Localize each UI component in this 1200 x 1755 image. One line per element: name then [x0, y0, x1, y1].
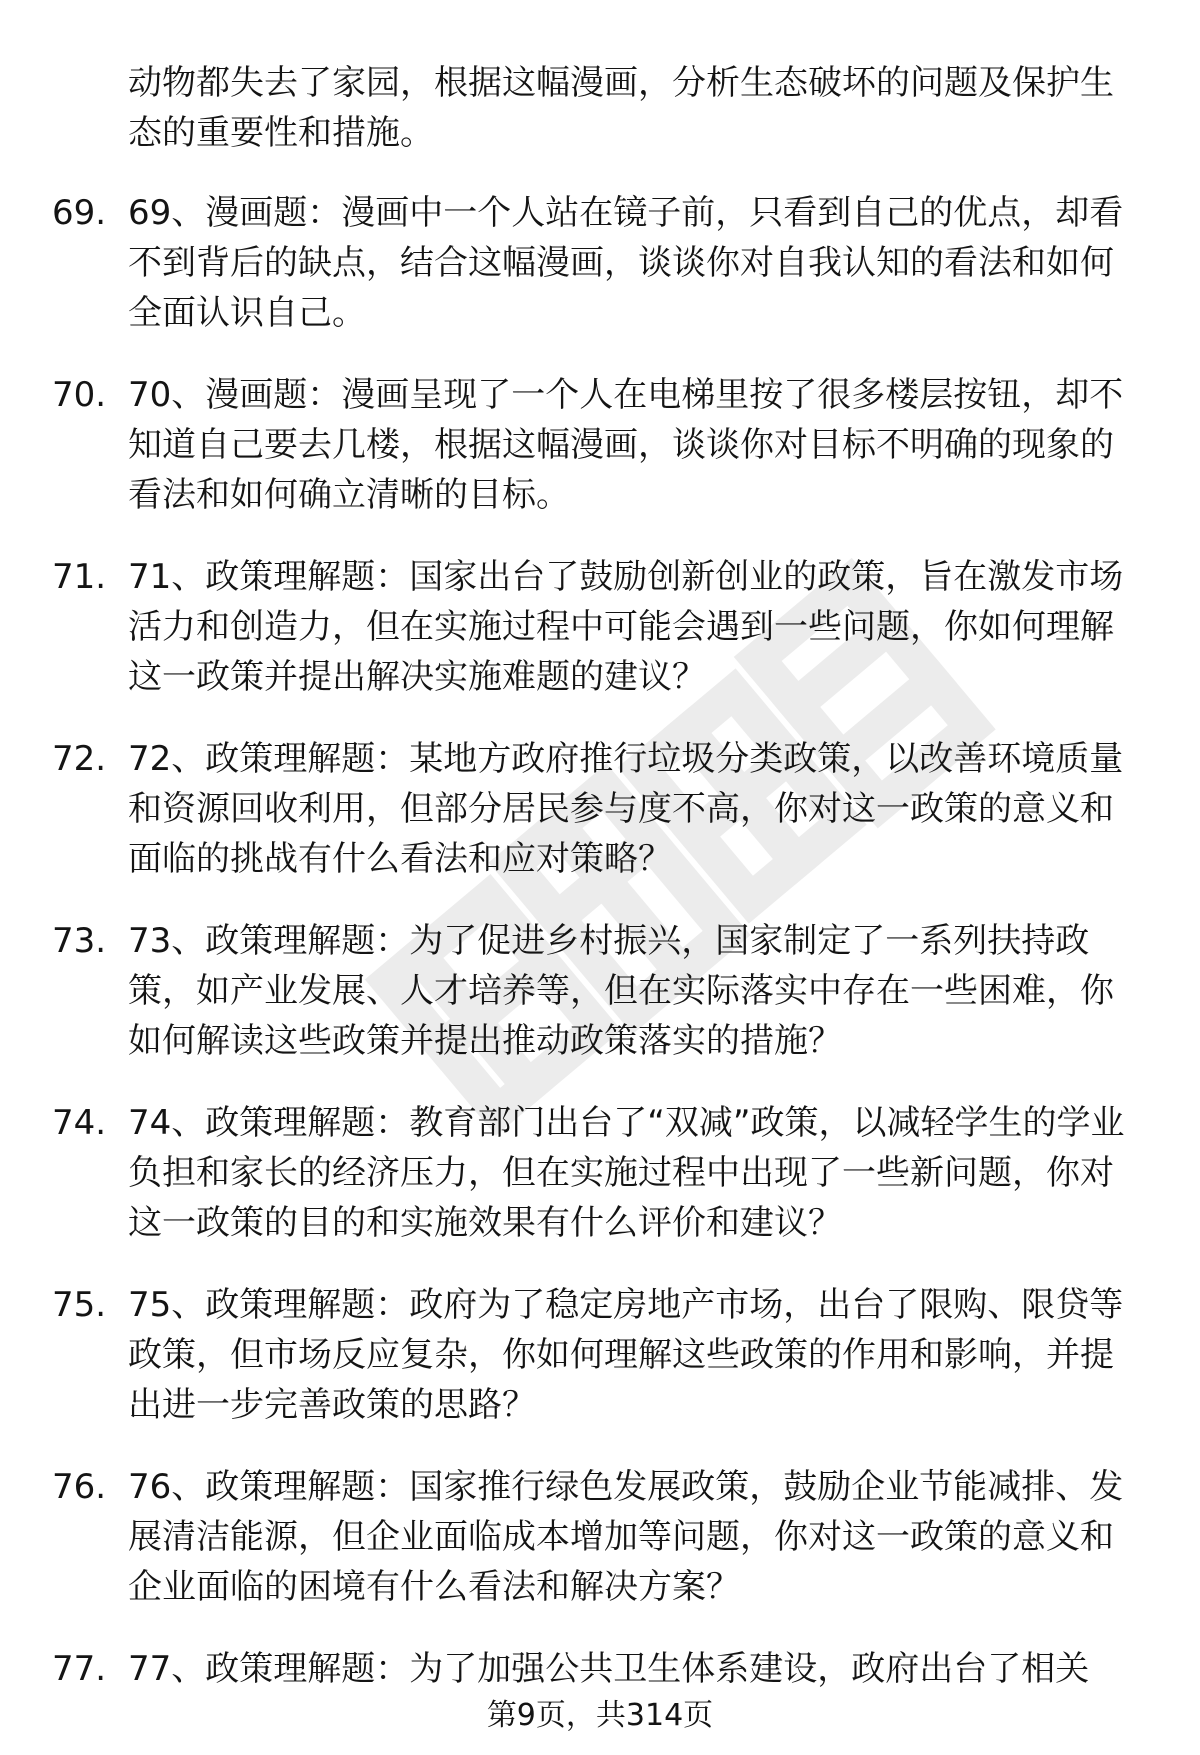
question-text: 75、政策理解题：政府为了稳定房地产市场，出台了限购、限贷等政策，但市场反应复杂，你如何理解这些政策的作用和影响，并提出进一步完善政策的思路？	[128, 1285, 1124, 1425]
question-item	[0, 734, 1200, 916]
question-number: 73.	[52, 921, 107, 961]
question-item	[0, 188, 1200, 370]
question-number: 77.	[52, 1649, 107, 1689]
question-text: 70、漫画题：漫画呈现了一个人在电梯里按了很多楼层按钮，却不知道自己要去几楼，根据这幅漫画，谈谈你对目标不明确的现象的看法和如何确立清晰的目标。	[128, 375, 1124, 515]
question-number: 72.	[52, 739, 107, 779]
question-item	[0, 916, 1200, 1098]
page-number: 第9页，共314页	[486, 1698, 714, 1733]
question-item	[0, 370, 1200, 552]
question-number: 69.	[52, 193, 107, 233]
question-text: 73、政策理解题：为了促进乡村振兴，国家制定了一系列扶持政策，如产业发展、人才培养等，但在实际落实中存在一些困难，你如何解读这些政策并提出推动政策落实的措施？	[128, 921, 1114, 1061]
question-item	[0, 1098, 1200, 1280]
question-number: 70.	[52, 375, 107, 415]
question-text: 74、政策理解题：教育部门出台了“双减”政策，以减轻学生的学业负担和家长的经济压力，但在实施过程中出现了一些新问题，你对这一政策的目的和实施效果有什么评价和建议？	[128, 1103, 1125, 1243]
question-item	[0, 1462, 1200, 1644]
question-number: 71.	[52, 557, 107, 597]
question-number: 75.	[52, 1285, 107, 1325]
continuation-text: 动物都失去了家园，根据这幅漫画，分析生态破坏的问题及保护生态的重要性和措施。	[128, 63, 1114, 153]
question-text: 77、政策理解题：为了加强公共卫生体系建设，政府出台了相关	[128, 1649, 1090, 1689]
question-item	[0, 1280, 1200, 1462]
question-number: 74.	[52, 1103, 107, 1143]
question-item	[0, 552, 1200, 734]
page-footer	[0, 1694, 1200, 1738]
question-text: 76、政策理解题：国家推行绿色发展政策，鼓励企业节能减排、发展清洁能源，但企业面临成本增加等问题，你对这一政策的意义和企业面临的困境有什么看法和解决方案？	[128, 1467, 1124, 1607]
question-list	[0, 188, 1200, 1704]
question-number: 76.	[52, 1467, 107, 1507]
question-text: 72、政策理解题：某地方政府推行垃圾分类政策，以改善环境质量和资源回收利用，但部分居民参与度不高，你对这一政策的意义和面临的挑战有什么看法和应对策略？	[128, 739, 1124, 879]
question-text: 69、漫画题：漫画中一个人站在镜子前，只看到自己的优点，却看不到背后的缺点，结合这幅漫画，谈谈你对自我认知的看法和如何全面认识自己。	[128, 193, 1124, 333]
question-text: 71、政策理解题：国家出台了鼓励创新创业的政策，旨在激发市场活力和创造力，但在实施过程中可能会遇到一些问题，你如何理解这一政策并提出解决实施难题的建议？	[128, 557, 1124, 697]
